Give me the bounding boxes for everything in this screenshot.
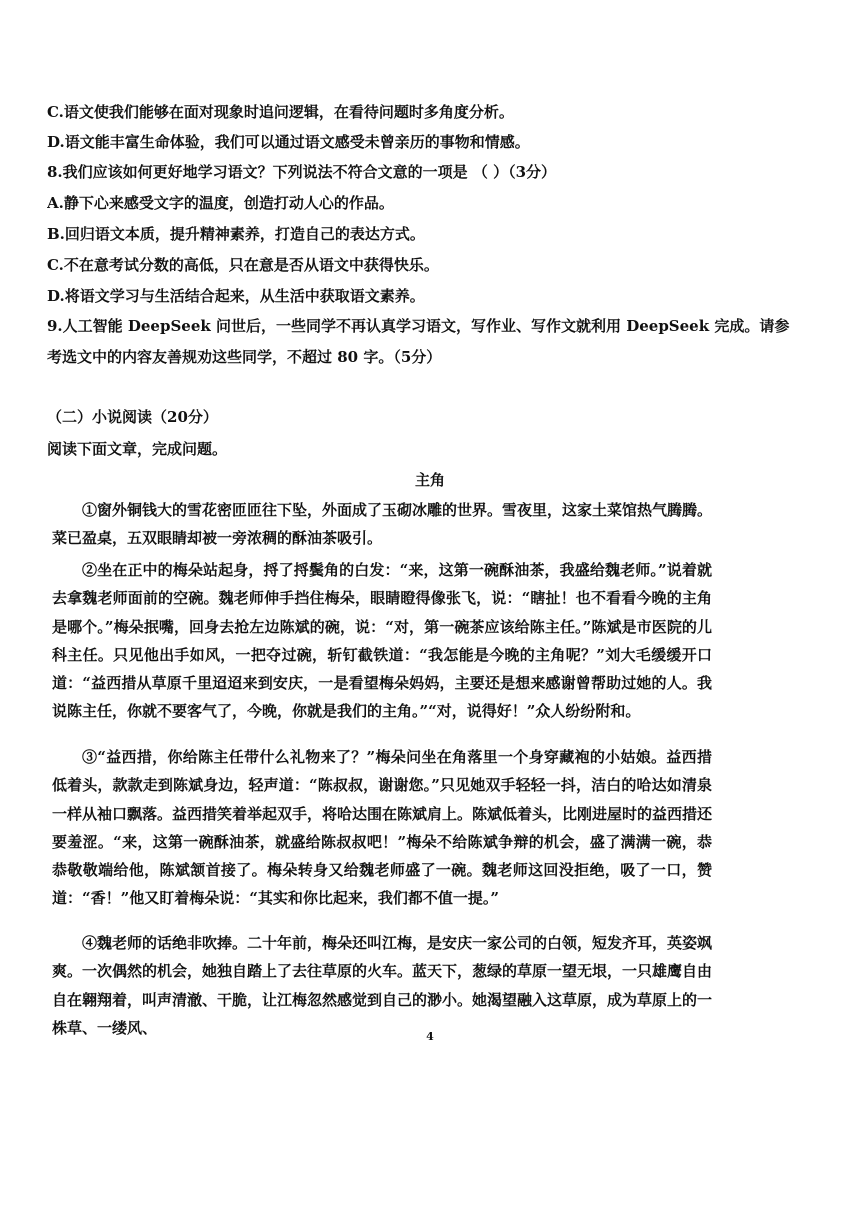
story-paragraph-1: ①窗外铜钱大的雪花密匝匝往下坠，外面成了玉砌冰雕的世界。雪夜里，这家土菜馆热气腾腾。菜已盈桌，五双眼睛却被一旁浓稠的酥油茶吸引。 xyxy=(52,501,713,548)
q8-option-a: A.静下心来感受文字的温度，创造打动人心的作品。 xyxy=(47,194,394,212)
story-paragraph-3: ③“益西措，你给陈主任带什么礼物来了？”梅朵问坐在角落里一个身穿藏袍的小姑娘。益西措低着头，款款走到陈斌身边，轻声道：“陈叔叔，谢谢您。”只见她双手轻轻一抖，洁白的哈达如清泉一样从袖口飘落。益西措笑着举起双手，将哈达围在陈斌肩上。陈斌低着头，比刚进屋时的益西措还要羞涩。“来，这第一碗酥油茶，就盛给陈叔叔吧！”梅朵不给陈斌争辩的机会，盛了满满一碗，恭恭敬敬端给他，陈斌颔首接了。梅朵转身又给魏老师盛了一碗。魏老师这回没拒绝，吸了一口，赞道：“香！”他又盯着梅朵说：“其实和你比起来，我们都不值一提。” xyxy=(52,748,713,908)
story-paragraph-4: ④魏老师的话绝非吹捧。二十年前，梅朵还叫江梅，是安庆一家公司的白领，短发齐耳，英姿飒爽。一次偶然的机会，她独自踏上了去往草原的火车。蓝天下，葱绿的草原一望无垠，一只雄鹰自由自在翱翔着，叫声清澈、干脆，让江梅忽然感觉到自己的渺小。她渴望融入这草原，成为草原上的一株草、一缕风、 xyxy=(52,934,713,1037)
story-paragraph-2: ②坐在正中的梅朵站起身，捋了捋鬓角的白发：“来，这第一碗酥油茶，我盛给魏老师。”说着就去拿魏老师面前的空碗。魏老师伸手挡住梅朵，眼睛瞪得像张飞，说：“瞎扯！也不看看今晚的主角是哪个。”梅朵抿嘴，回身去抢左边陈斌的碗，说：“对，第一碗茶应该给陈主任。”陈斌是市医院的儿科主任。只见他出手如风，一把夺过碗，斩钉截铁道：“我怎能是今晚的主角呢？”刘大毛缓缓开口道：“益西措从草原千里迢迢来到安庆，一是看望梅朵妈妈，主要还是想来感谢曾帮助过她的人。我说陈主任，你就不要客气了，今晚，你就是我们的主角。”“对，说得好！”众人纷纷附和。 xyxy=(52,561,712,721)
q8-option-b: B.回归语文本质，提升精神素养，打造自己的表达方式。 xyxy=(47,225,425,243)
section-heading: （二）小说阅读（20分） xyxy=(47,408,218,426)
page-number: 4 xyxy=(426,1030,434,1043)
q9-stem-line2: 考选文中的内容友善规劝这些同学，不超过 80 字。（5分） xyxy=(47,348,442,366)
section-instruction: 阅读下面文章，完成问题。 xyxy=(47,440,228,458)
q8-stem: 8.我们应该如何更好地学习语文？下列说法不符合文意的一项是 （ ）（3分） xyxy=(47,163,557,181)
q7-option-d: D.语文能丰富生命体验，我们可以通过语文感受未曾亲历的事物和情感。 xyxy=(47,133,530,151)
story-title: 主角 xyxy=(414,471,445,489)
q8-option-c: C.不在意考试分数的高低，只在意是否从语文中获得快乐。 xyxy=(47,256,439,274)
q7-option-c: C.语文使我们能够在面对现象时追问逻辑，在看待问题时多角度分析。 xyxy=(47,103,514,121)
q8-option-d: D.将语文学习与生活结合起来，从生活中获取语文素养。 xyxy=(47,287,425,305)
q9-stem-line1: 9.人工智能 DeepSeek 问世后，一些同学不再认真学习语文，写作业、写作文就利用 DeepSeek 完成。请参 xyxy=(47,317,790,335)
